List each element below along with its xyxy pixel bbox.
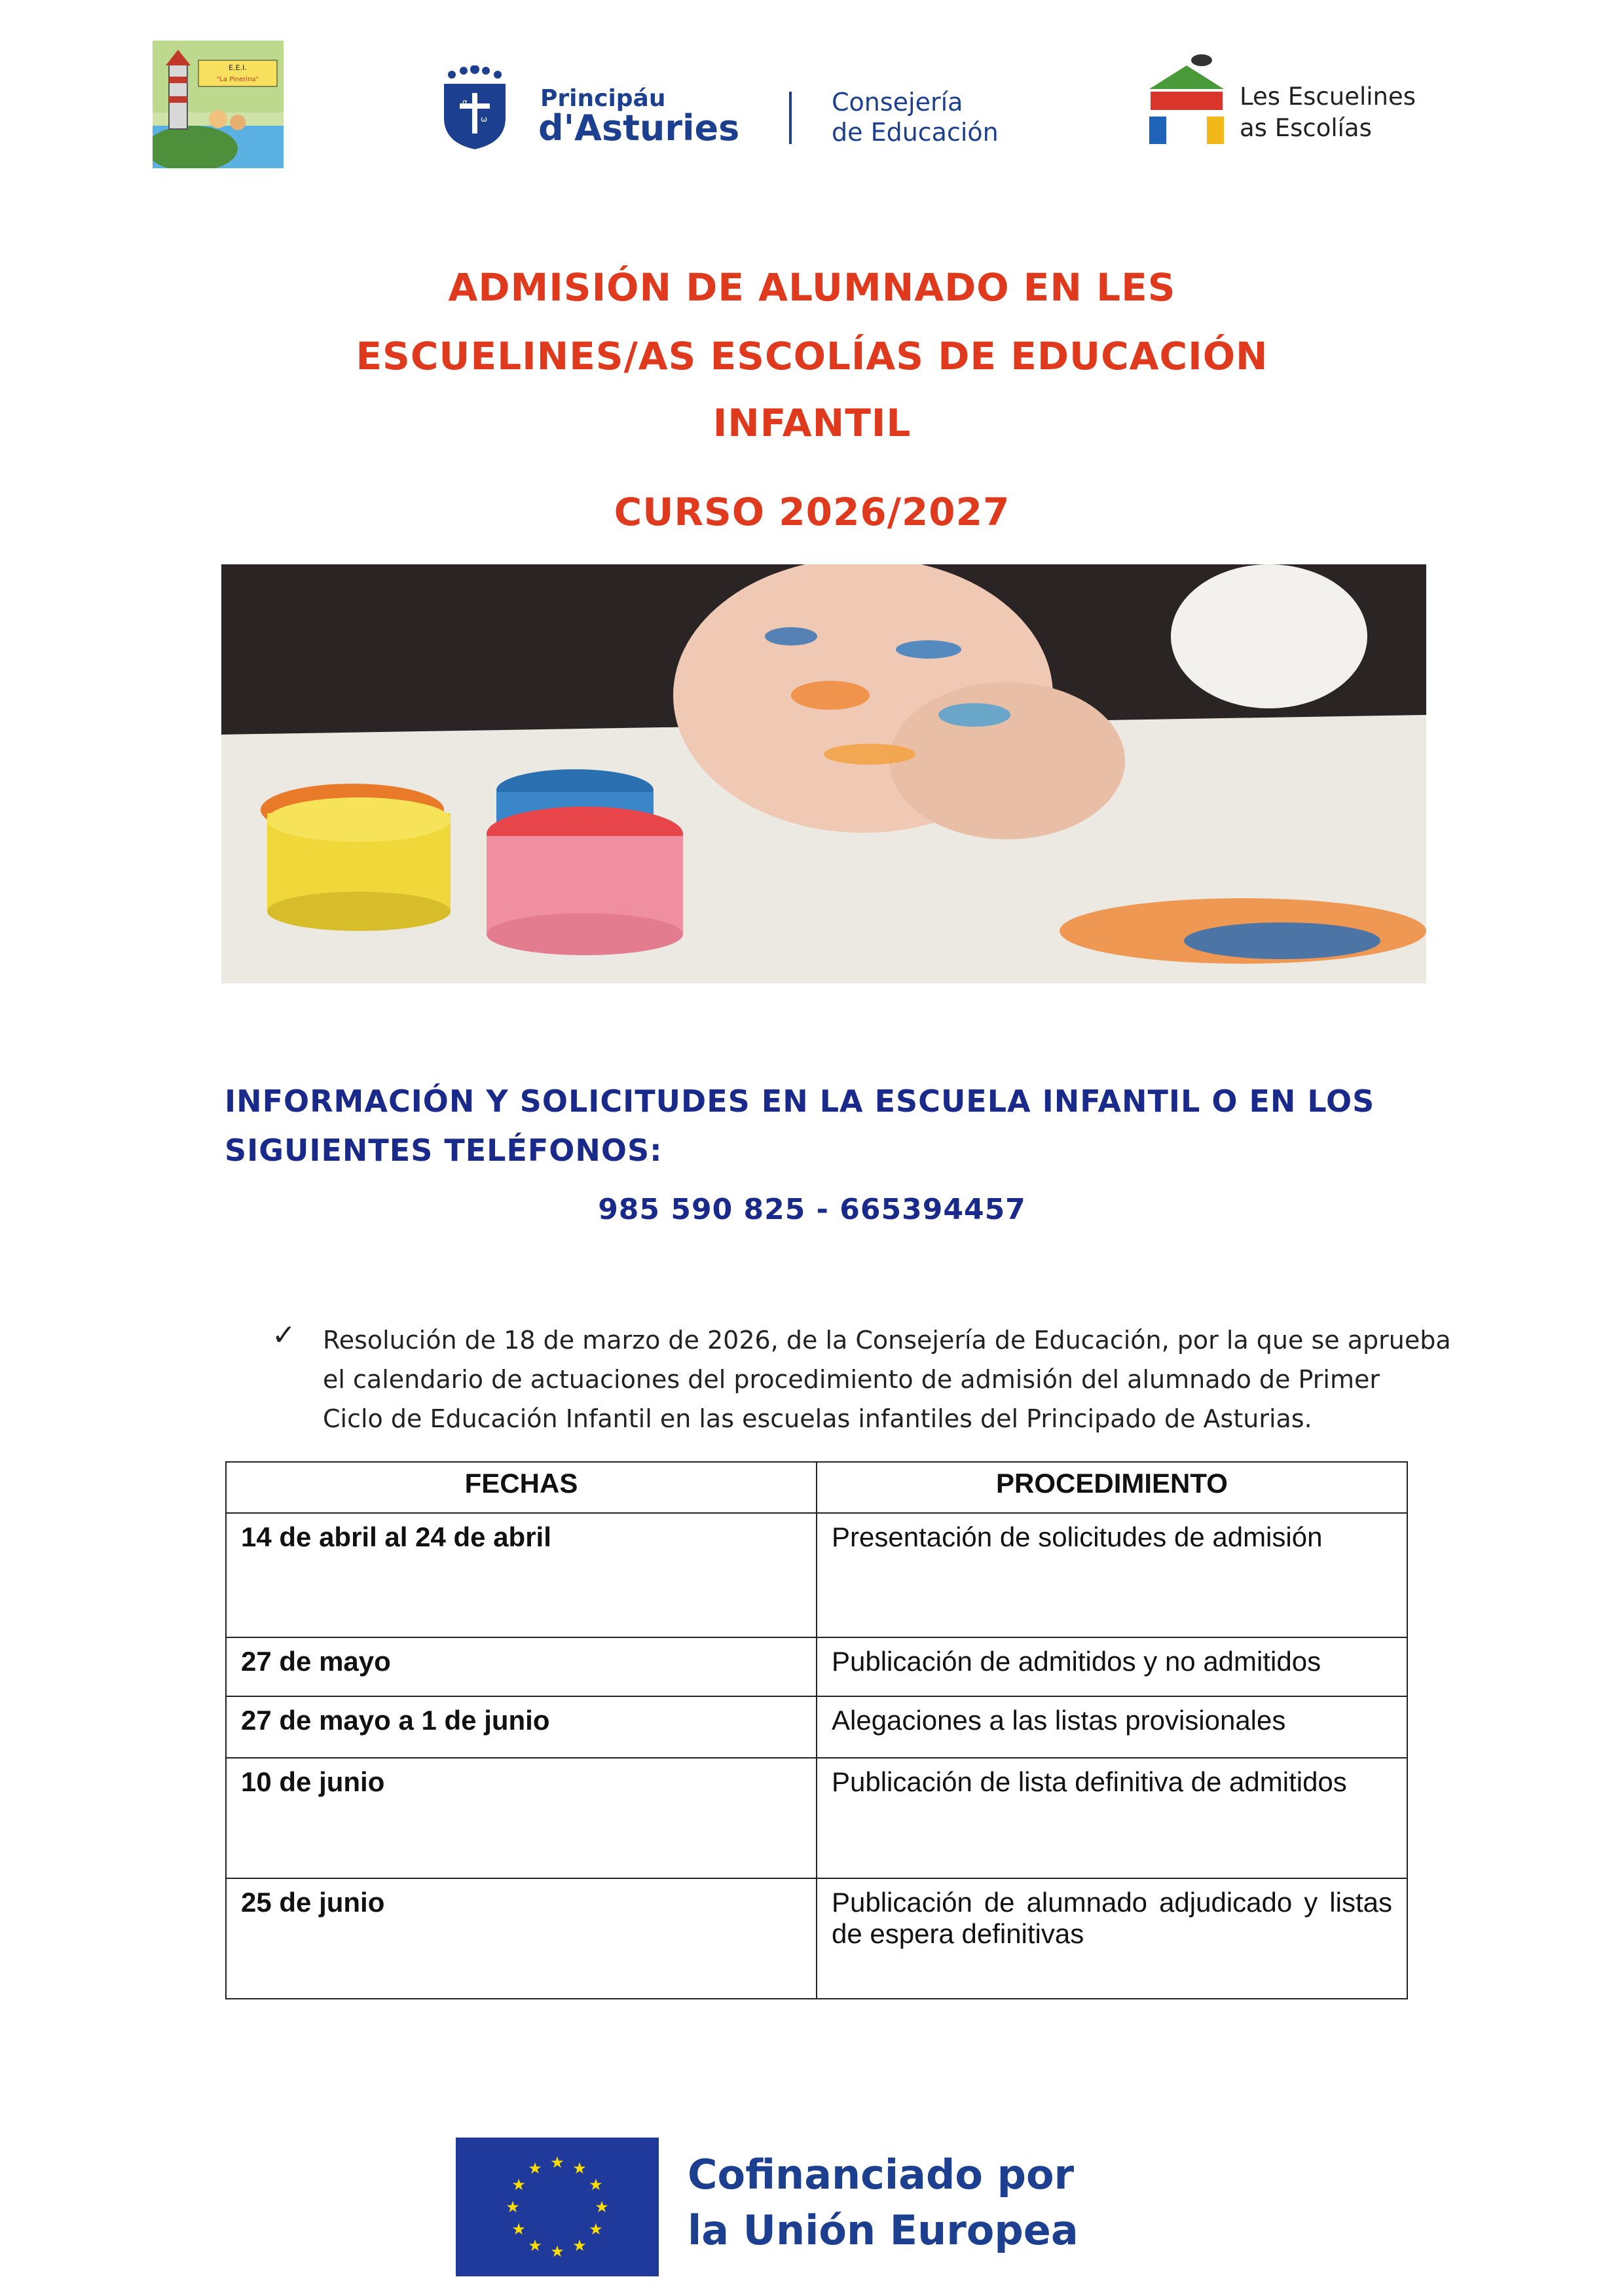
eu-star-icon: ★: [528, 2236, 542, 2255]
eu-star-icon: ★: [511, 2176, 526, 2194]
eu-cofinanced-line2: la Unión Europea: [688, 2206, 1079, 2254]
school-logo: [153, 41, 284, 168]
row-date: 14 de abril al 24 de abril: [226, 1513, 817, 1637]
info-line-1: INFORMACIÓN Y SOLICITUDES EN LA ESCUELA INFANTIL O EN LOS: [225, 1084, 1375, 1119]
table-header-row: [226, 1462, 1407, 1513]
eu-star-icon: ★: [550, 2153, 564, 2172]
row-date: 25 de junio: [226, 1878, 817, 1999]
resolution-line-3: Ciclo de Educación Infantil en las escuelas infantiles del Principado de Asturias.: [323, 1404, 1312, 1433]
principality-line1: Principáu: [540, 85, 666, 112]
title-line-3: INFANTIL: [712, 401, 912, 445]
svg-text:ω: ω: [481, 115, 488, 124]
school-logo-line2: "La Pinerina": [216, 76, 259, 83]
hero-photo: [221, 564, 1426, 983]
escuelines-line1: Les Escuelines: [1240, 82, 1416, 111]
escuelines-line2: as Escolías: [1240, 114, 1372, 142]
principality-logo: [439, 65, 999, 151]
row-procedure: Publicación de admitidos y no admitidos: [817, 1637, 1407, 1696]
row-date: 10 de junio: [226, 1758, 817, 1878]
info-line-2: SIGUIENTES TELÉFONOS:: [225, 1133, 663, 1168]
phone-numbers: 985 590 825 - 665394457: [598, 1193, 1026, 1226]
schedule-table: [225, 1461, 1408, 1999]
escuelines-logo: [1143, 51, 1457, 156]
table-row: [226, 1513, 1407, 1637]
table-row: [226, 1758, 1407, 1878]
eu-star-icon: ★: [550, 2242, 564, 2261]
department-line1: Consejería: [832, 88, 963, 117]
table-row: [226, 1637, 1407, 1696]
department-line2: de Educación: [832, 118, 999, 147]
title-line-1: ADMISIÓN DE ALUMNADO EN LES: [448, 265, 1176, 310]
eu-star-icon: ★: [528, 2159, 542, 2178]
row-date: 27 de mayo a 1 de junio: [226, 1696, 817, 1758]
column-header-procedure: PROCEDIMIENTO: [817, 1462, 1407, 1513]
checkmark-icon: ✓: [272, 1319, 296, 1351]
resolution-line-1: Resolución de 18 de marzo de 2026, de la Consejería de Educación, por la que se aprueba: [323, 1326, 1451, 1355]
house-blocks-icon: [1143, 51, 1231, 149]
eu-star-icon: ★: [506, 2198, 520, 2216]
school-logo-line1: E.E.I.: [229, 64, 247, 72]
resolution-line-2: el calendario de actuaciones del procedimiento de admisión del alumnado de Primer: [323, 1365, 1380, 1394]
row-date: 27 de mayo: [226, 1637, 817, 1696]
row-procedure: Alegaciones a las listas provisionales: [817, 1696, 1407, 1758]
eu-cofinanced-line1: Cofinanciado por: [688, 2151, 1075, 2198]
row-procedure: Presentación de solicitudes de admisión: [817, 1513, 1407, 1637]
course-label: CURSO 2026/2027: [614, 490, 1010, 534]
principality-line2: d'Asturies: [538, 107, 740, 149]
asturias-crest-icon: [439, 65, 511, 151]
title-line-2: ESCUELINES/AS ESCOLÍAS DE EDUCACIÓN: [356, 334, 1268, 378]
row-procedure: Publicación de alumnado adjudicado y listas de espera definitivas: [817, 1878, 1407, 1999]
eu-star-icon: ★: [589, 2176, 603, 2194]
row-procedure: Publicación de lista definitiva de admitidos: [817, 1758, 1407, 1878]
svg-text:α: α: [462, 98, 468, 107]
eu-star-icon: ★: [595, 2198, 609, 2216]
eu-star-icon: ★: [589, 2220, 603, 2238]
eu-star-icon: ★: [572, 2236, 587, 2255]
logo-divider: [789, 92, 792, 144]
column-header-dates: FECHAS: [226, 1462, 817, 1513]
eu-star-icon: ★: [511, 2220, 526, 2238]
table-row: [226, 1878, 1407, 1999]
eu-flag-icon: [456, 2138, 659, 2276]
eu-star-icon: ★: [572, 2159, 587, 2178]
table-row: [226, 1696, 1407, 1758]
